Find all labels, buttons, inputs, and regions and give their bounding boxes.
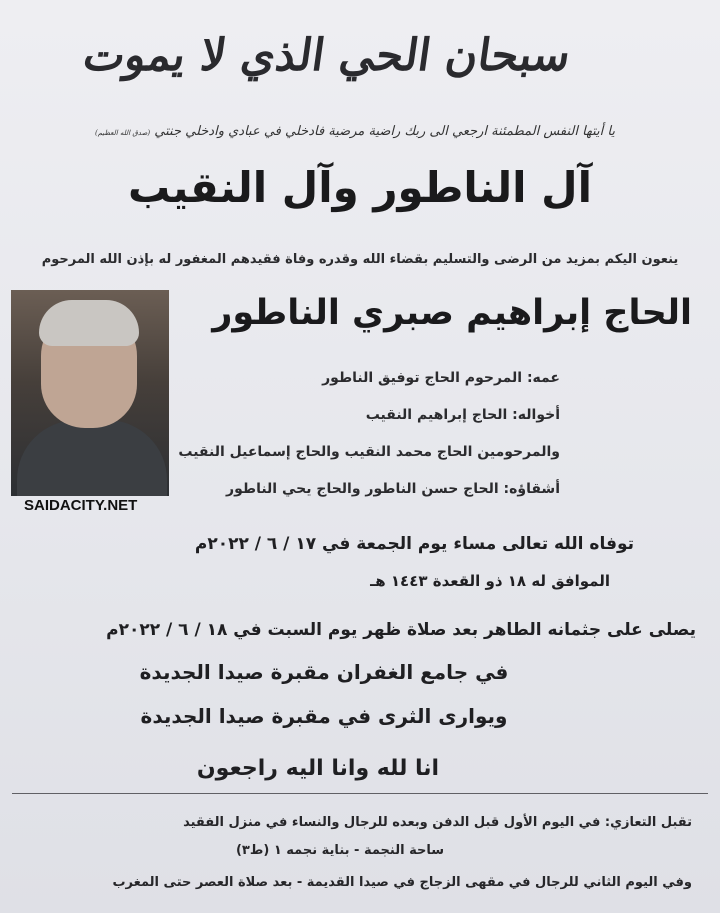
condolences-day2: وفي اليوم الثاني للرجال في مقهى الزجاج في صيدا القديمة - بعد صلاة العصر حتى المغرب [112,875,692,890]
relative-line: عمه: المرحوم الحاج توفيق الناطور [322,370,560,386]
photo-hair-shape [39,300,139,346]
announcement-text: ينعون اليكم بمزيد من الرضى والتسليم بقضاء الله وقدره وفاة فقيدهم المغفور له بإذن الله المرحوم [41,252,679,267]
relative-line: أخواله: الحاج إبراهيم النقيب [365,407,560,423]
hijri-date-line: الموافق له ١٨ ذو القعدة ١٤٤٣ هـ [370,572,610,590]
prayer-line: يصلى على جثمانه الطاهر بعد صلاة ظهر يوم السبت في ١٨ / ٦ / ٢٠٢٢م [106,620,696,640]
closing-phrase: انا لله وانا اليه راجعون [196,756,440,781]
quran-verse [40,124,670,139]
site-watermark: SAIDACITY.NET [24,497,138,514]
calligraphy-title: سبحان الحي الذي لا يموت [80,30,574,81]
relatives-list [160,370,560,518]
burial-line: ويوارى الثرى في مقبرة صيدا الجديدة [140,704,508,728]
photo-body-shape [17,420,167,496]
verse-source: (صدق الله العظيم) [95,129,151,137]
mosque-line: في جامع الغفران مقبرة صيدا الجديدة [139,660,509,684]
family-names: آل الناطور وآل النقيب [128,163,592,212]
condolences-day1: تقبل التعازي: في اليوم الأول قبل الدفن وبعده للرجال والنساء في منزل الفقيد [183,815,692,830]
condolences-address: ساحة النجمة - بناية نجمه ١ (ط٣) [235,843,445,858]
death-date-line: توفاه الله تعالى مساء يوم الجمعة في ١٧ / ٦ / ٢٠٢٢م [194,534,634,554]
relative-line: والمرحومين الحاج محمد النقيب والحاج إسماعيل النقيب [178,444,560,460]
deceased-name: الحاج إبراهيم صبري الناطور [212,293,692,333]
divider-line [12,793,708,794]
verse-text: يا أيتها النفس المطمئنة ارجعي الى ربك راضية مرضية فادخلي في عبادي وادخلي جنتي [154,124,615,139]
relative-line: أشقاؤه: الحاج حسن الناطور والحاج يحي الناطور [226,481,560,497]
deceased-photo [11,290,169,496]
